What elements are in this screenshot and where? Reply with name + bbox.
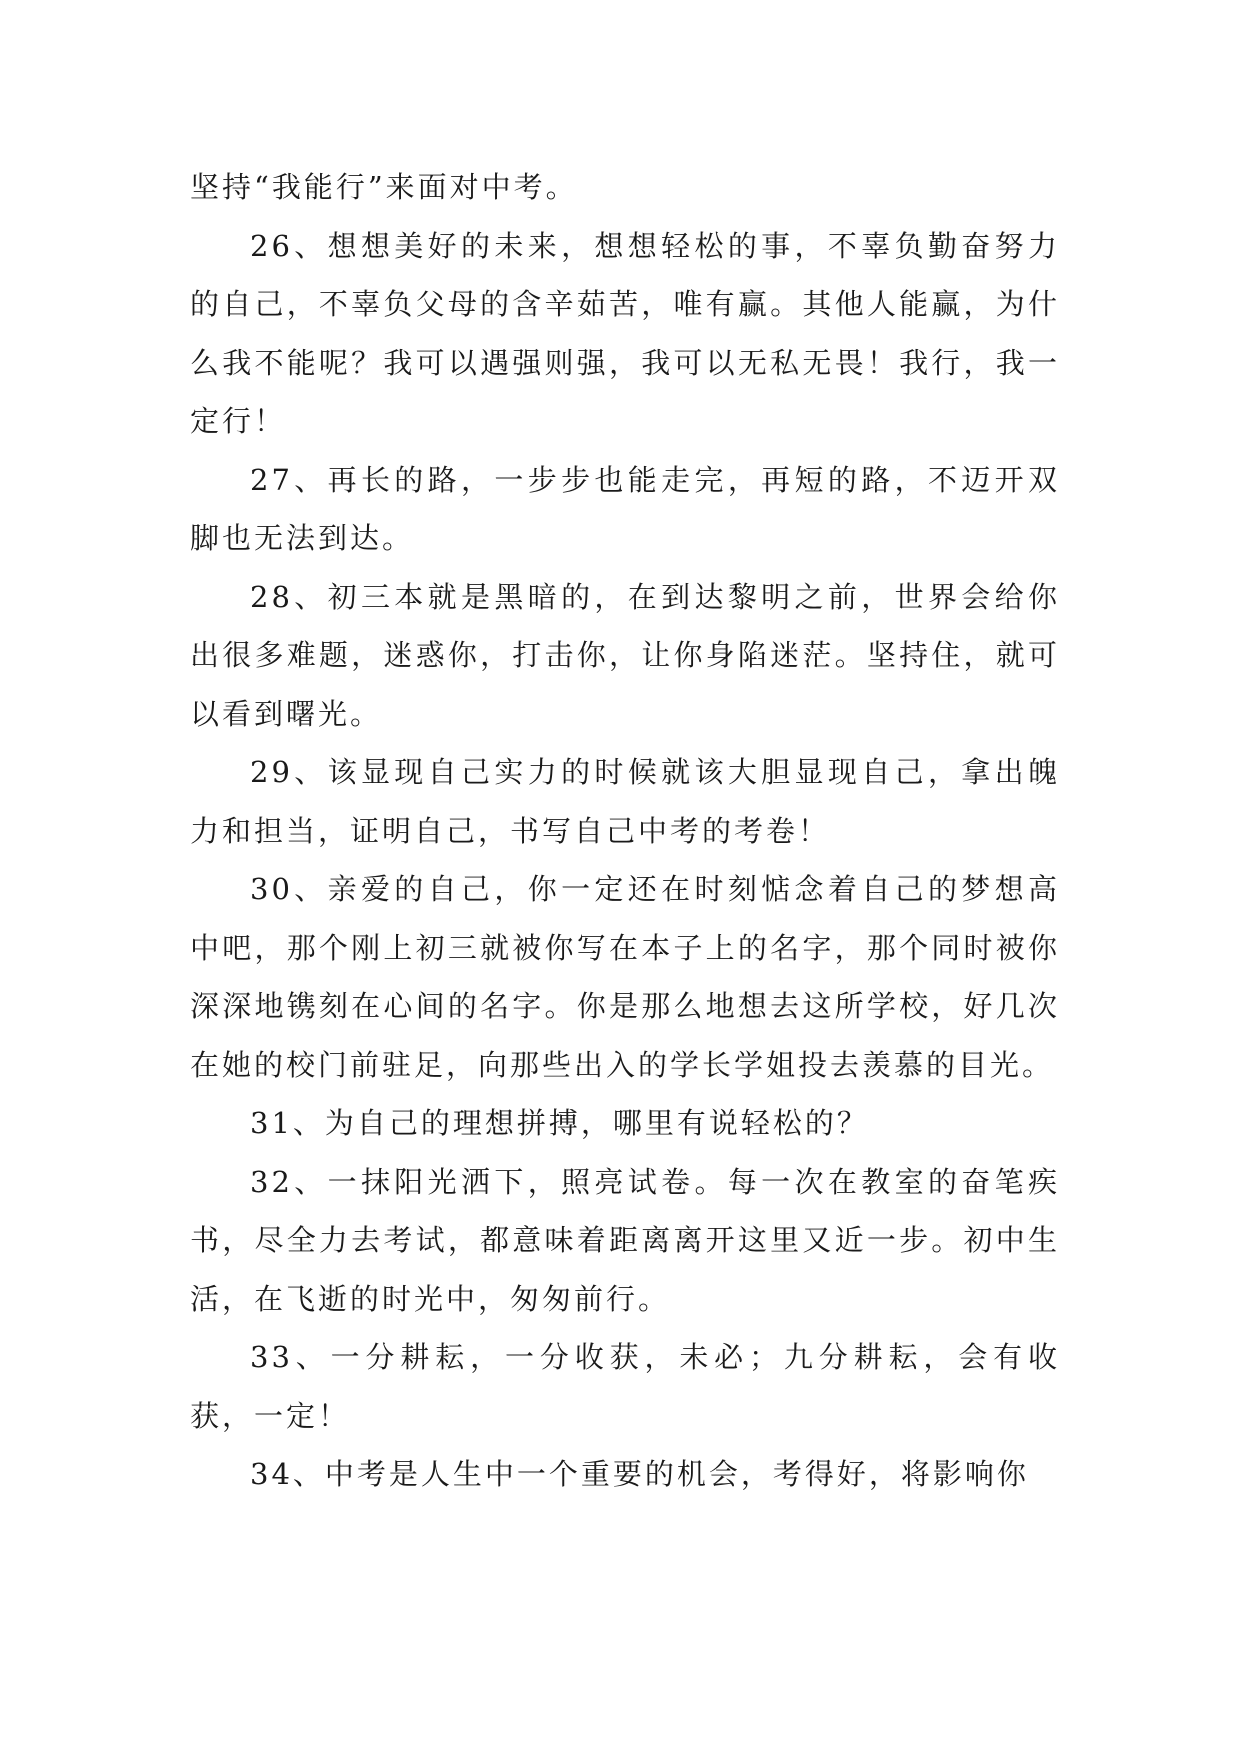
document-body <box>190 158 1060 1504</box>
paragraph-2: 26、想想美好的未来，想想轻松的事，不辜负勤奋努力的自己，不辜负父母的含辛茹苦，唯有赢。其他人能赢，为什么我不能呢？我可以遇强则强，我可以无私无畏！我行，我一定行！ <box>190 228 1060 438</box>
paragraph-10: 34、中考是人生中一个重要的机会，考得好，将影响你 <box>250 1457 1029 1491</box>
paragraph-5: 29、该显现自己实力的时候就该大胆显现自己，拿出魄力和担当，证明自己，书写自己中考的考卷！ <box>190 755 1060 848</box>
paragraph-6: 30、亲爱的自己，你一定还在时刻惦念着自己的梦想高中吧，那个刚上初三就被你写在本子上的名字，那个同时被你深深地镌刻在心间的名字。你是那么地想去这所学校，好几次在她的校门前驻足，向那些出入的学长学姐投去羡慕的目光。 <box>190 872 1060 1082</box>
paragraph-1: 坚持“我能行”来面对中考。 <box>190 170 578 204</box>
paragraph-9: 33、一分耕耘，一分收获，未必；九分耕耘，会有收获，一定！ <box>190 1340 1060 1433</box>
paragraph-8: 32、一抹阳光洒下，照亮试卷。每一次在教室的奋笔疾书，尽全力去考试，都意味着距离离开这里又近一步。初中生活，在飞逝的时光中，匆匆前行。 <box>190 1164 1060 1316</box>
paragraph-4: 28、初三本就是黑暗的，在到达黎明之前，世界会给你出很多难题，迷惑你，打击你，让你身陷迷茫。坚持住，就可以看到曙光。 <box>190 579 1060 731</box>
paragraph-3: 27、再长的路，一步步也能走完，再短的路，不迈开双脚也无法到达。 <box>190 462 1060 555</box>
paragraph-7: 31、为自己的理想拼搏，哪里有说轻松的？ <box>250 1106 869 1140</box>
